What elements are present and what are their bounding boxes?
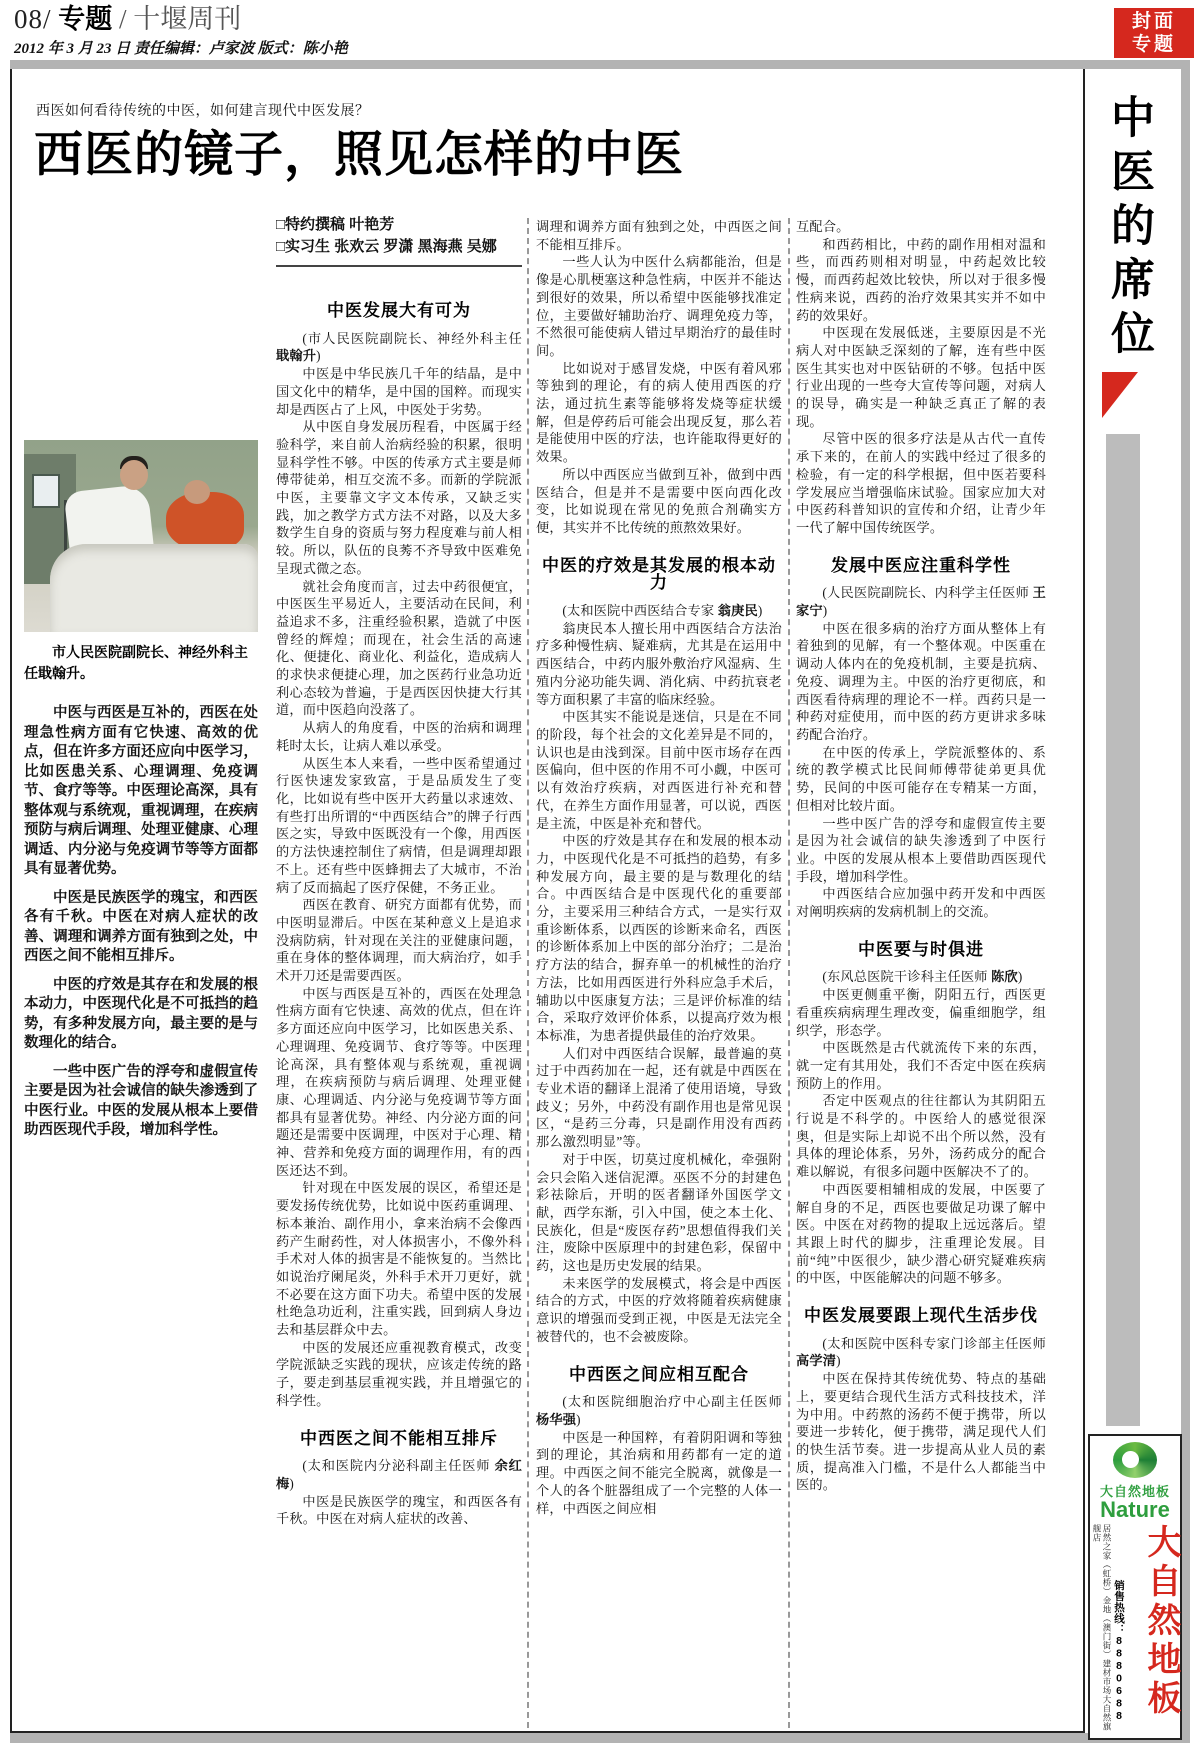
cover-topic-badge xyxy=(1114,8,1194,58)
author-name: 戢翰升 xyxy=(276,348,317,364)
author-name: 杨华强 xyxy=(536,1412,577,1427)
ad-brand-english: Nature xyxy=(1100,1497,1170,1522)
body-paragraph: 中医与西医是互补的，西医在处理急性病方面有它快速、高效的优点，但在许多方面还应向中医学习，比如医患关系、心理调理、免疫调节、食疗等等。中医理论高深，具有整体观与系统观，重视调理，在疾病预防与病后调理、处理亚健康、心理调适、内分泌与免疫调节等方面都具有显著优势。神经、内分泌方面的问题还是需要中医调理，中医对于心理、精神、营养和免疫方面的调理作用，有的西医还达不到。 xyxy=(276,985,522,1178)
top-gray-rule xyxy=(10,60,1190,69)
body-paragraph: 比如说对于感冒发烧，中医有着风邪等独到的理论，有的病人使用西医的疗法，通过抗生素等能够将发烧等症状缓解，但是停药后可能会出现反复，那么若是能使用中医的疗法，也许能取得更好的效果。 xyxy=(536,360,782,465)
page-header xyxy=(14,4,348,58)
body-paragraph: 从中医自身发展历程看，中医属于经验科学，来自前人治病经验的积累，很明显科学性不够。中医的传承方式主要是师傅带徒弟，相互交流不多。而新的学院派中医，主要靠文字文本传承，又缺乏实践，加之教学方式方法不对路，以及大多数学生自身的资质与努力程度难与前人相较。所以，队伍的良莠不齐导致中医难免呈现式微之态。 xyxy=(276,419,522,576)
body-paragraph: 就社会角度而言，过去中药很便宜，中医医生平易近人，主要活动在民间，利益追求不多，注重经验积累，造就了中医曾经的辉煌；而现在，社会生活的高速化、便捷化、商业化、利益化，造成病人的求快求便捷心理，加之医药行业急功近利心态较为普遍，于是西医因快捷大行其道，而中医趋向没落了。 xyxy=(276,578,522,718)
body-paragraph: 中医既然是古代就流传下来的东西，就一定有其用处，我们不否定中医在疾病预防上的作用。 xyxy=(796,1040,1046,1091)
section-heading: 中医要与时俱进 xyxy=(858,939,984,959)
section-heading: 中医发展大有可为 xyxy=(327,301,471,320)
photo xyxy=(24,440,258,632)
body-paragraph: 未来医学的发展模式，将会是中西医结合的方式，中医的疗效将随着疾病健康意识的增强而受到正视，中医是无法完全被替代的，也不会被废除。 xyxy=(536,1275,782,1344)
pull-quote-paragraph: 中医的疗效是其存在和发展的根本动力，中医现代化是不可抵挡的趋势，有多种发展方向，最主要的是与数理化的结合。 xyxy=(24,976,258,1051)
body-paragraph: 所以中西医应当做到互补，做到中西医结合，但是并不是需要中医向西化改变，比如说现在常见的免煎合剂确实方便，其实并不比传统的煎熬效果好。 xyxy=(536,466,782,535)
article-column-3 xyxy=(796,218,1046,1728)
pull-quote-column xyxy=(24,704,258,1150)
byline-writer: □特约撰稿 叶艳芳 xyxy=(276,216,395,233)
section-heading: 中医的疗效是其发展的根本动力 xyxy=(542,555,776,593)
body-paragraph: 中医现在发展低迷，主要原因是不光病人对中医缺乏深刻的了解，连有些中医医生其实也对中医钻研的不够。包括中医行业出现的一些夸大宣传等问题，对病人的误导，确实是一种缺乏真正了解的表现。 xyxy=(796,325,1046,429)
body-paragraph: 中医是中华民族几千年的结晶，是中国文化中的精华，是中国的国粹。而现实却是西医占了上风，中医处于劣势。 xyxy=(276,366,522,417)
body-paragraph: 和西药相比，中药的副作用相对温和些，而西药则相对明显，中药起效比较慢，而西药起效比较快，所以对于很多慢性病来说，西药的治疗效果其实并不如中药的效果好。 xyxy=(796,236,1046,323)
author-name: 余红梅 xyxy=(276,1458,522,1491)
body-paragraph: 对于中医，切莫过度机械化，牵强附会只会陷入迷信泥潭。巫医不分的封建色彩祛除后，开明的医者翻译外国医学文献，西学东渐，引入中国，使之本土化、民族化，但是“废医存药”思想值得我们关注，废除中医原理中的封建色彩，保留中药，这也是历史发展的结果。 xyxy=(536,1151,782,1274)
kicker: 西医如何看待传统的中医，如何建言现代中医发展？ xyxy=(36,102,370,118)
paper-name: 十堰周刊 xyxy=(133,4,242,34)
byline-box xyxy=(276,214,522,267)
body-paragraph: 中医其实不能说是迷信，只是在不同的阶段，每个社会的文化差异是不同的，认识也是由浅到深。目前中医市场存在西医偏向，但中医的作用不可小觑，中医可以有效治疗疾病，对西医进行补充和替代，在养生方面作用显著，可以说，西医是主流，中医是补充和替代。 xyxy=(536,709,782,831)
dateline: 2012 年 3 月 23 日 责任编辑：卢家波 版式：陈小艳 xyxy=(14,41,348,57)
author-name: 高学清 xyxy=(796,1353,837,1369)
red-flag-decoration xyxy=(1102,372,1138,418)
ad-sales-hotline: 销售热线：8880688 xyxy=(1113,1580,1125,1723)
body-paragraph: 中医更侧重平衡，阴阳五行，西医更看重疾病病理生理改变，偏重细胞学，组织学，形态学。 xyxy=(796,987,1046,1038)
pull-quote-paragraph: 中医与西医是互补的，西医在处理急性病方面有它快速、高效的优点，但在许多方面还应向中医学习，比如医患关系、心理调理、免疫调节、食疗等等。中医理论高深，具有整体观与系统观，重视调理，在疾病预防与病后调理、处理亚健康、心理调适、内分泌与免疫调节等等方面都具有显著优势。 xyxy=(24,705,258,877)
author-byline: (东风总医院干诊科主任医师 陈欣) xyxy=(822,969,1023,985)
body-paragraph: 翁庚民本人擅长用中西医结合方法治疗多种慢性病、疑难病，尤其是在运用中西医结合，中药内服外敷治疗风湿病、生殖内分泌功能失调、消化病、中药抗衰老等方面积累了丰富的临床经验。 xyxy=(536,620,782,707)
section-heading: 发展中医应注重科学性 xyxy=(831,555,1011,575)
doctor-head xyxy=(120,460,148,490)
pull-quote-paragraph: 一些中医广告的浮夸和虚假宣传主要是因为社会诚信的缺失渗透到了中医行业。中医的发展从根本上要借助西医现代手段，增加科学性。 xyxy=(24,1063,258,1138)
body-paragraph: 中医是民族医学的瑰宝，和西医各有千秋。中医在对病人症状的改善、 xyxy=(276,1493,522,1527)
body-paragraph: 一些人认为中医什么病都能治，但是像是心肌梗塞这种急性病，中医并不能达到很好的效果，所以希望中医能够找准定位，主要做好辅助治疗、调理免疫力等，不然很可能使病人错过早期治疗的最佳时间。 xyxy=(536,254,782,358)
author-name: 王家宁 xyxy=(796,585,1046,619)
section-heading: 中西医之间不能相互排斥 xyxy=(300,1428,498,1448)
section-heading: 中西医之间应相互配合 xyxy=(569,1364,749,1384)
badge-line2: 专题 xyxy=(1131,34,1176,55)
ad-vertical-brand-text: 大自然地板 xyxy=(1142,1524,1179,1719)
body-paragraph: 调理和调养方面有独到之处，中西医之间不能相互排斥。 xyxy=(536,219,782,252)
body-paragraph: 中西医结合应加强中药开发和中西医对阐明疾病的发病机制上的交流。 xyxy=(796,886,1046,920)
body-paragraph: 从病人的角度看，中医的治病和调理耗时太长，让病人难以承受。 xyxy=(276,720,522,753)
byline-interns: □实习生 张欢云 罗潇 黑海燕 吴娜 xyxy=(276,238,497,255)
author-byline: (市人民医院副院长、神经外科主任 戢翰升) xyxy=(276,330,522,364)
body-paragraph: 针对现在中医发展的误区，希望还是要发扬传统优势，比如说中医药重调理、标本兼治、副作用小，拿来治病不会像西药产生耐药性，对人体损害小，不像外科手术对人体的损害是不能恢复的。当然比如说治疗阑尾炎，外科手术开刀更好，就不必要在这方面下功夫。希望中医的发展杜绝急功近利，注重实践，回到病人身边去和基层群众中去。 xyxy=(276,1180,522,1338)
author-byline: (太和医院内分泌科副主任医师 余红梅) xyxy=(276,1458,522,1491)
author-byline: (太和医院中医科专家门诊部主任医师 高学清) xyxy=(796,1335,1046,1369)
ad-lower-area xyxy=(1092,1524,1178,1736)
body-paragraph: 中西医要相辅相成的发展，中医要了解自身的不足，西医也要做足功课了解中医。中医在对药物的提取上远远落后。望其跟上时代的脚步，注重理论发展。目前“纯”中医很少，缺少潜心研究疑难疾病的中医，中医能解决的问题不够多。 xyxy=(796,1181,1046,1286)
section-heading: 中医发展要跟上现代生活步伐 xyxy=(804,1306,1038,1326)
badge-line1: 封面 xyxy=(1131,11,1176,32)
body-paragraph: 从医生本人来看，一些中医希望通过行医快速发家致富，于是品质发生了变化，比如说有些中医开大药量以求速效、有些打出所谓的“中西医结合”的牌子行西医之实，导致中医既没有一个像，用西医的方法快速控制住了病情，但是调理却跟不上。还有些中医蜂拥去了大城市，不治病了反而搞起了医疗保健，不务正业。 xyxy=(276,755,522,895)
author-byline: (人民医院副院长、内科学主任医师 王家宁) xyxy=(796,585,1046,619)
author-byline: (太和医院细胞治疗中心副主任医师 杨华强) xyxy=(536,1394,782,1427)
nature-brand-logo-icon xyxy=(1113,1442,1157,1478)
main-headline: 西医的镜子，照见怎样的中医 xyxy=(34,127,685,182)
body-paragraph: 人们对中西医结合误解，最普遍的莫过于中西药加在一起，还有就是中西医在专业术语的翻译上混淆了使用语境，导致歧义；另外，中药没有副作用也是常见误区，“是药三分毒，只是副作用没有西药那么激烈明显”等。 xyxy=(536,1045,782,1150)
right-gray-rule xyxy=(1181,60,1190,1743)
photo-caption: 市人民医院副院长、神经外科主任戢翰升。 xyxy=(24,644,248,681)
page-number: 08/ xyxy=(14,4,52,34)
body-paragraph: 中医在保持其传统优势、特点的基础上，要更结合现代生活方式科技技术，洋为中用。中药熬的汤药不便于携带，所以要进一步转化，便于携带，满足现代人们的快生活节奏。进一步提高从业人员的素质，提高准入门槛，不是什么人都能当中医的。 xyxy=(796,1371,1046,1493)
article-column-1 xyxy=(276,282,522,1728)
hospital-bed-blanket xyxy=(50,544,258,632)
masthead-line xyxy=(14,4,348,34)
body-paragraph: 尽管中医的很多疗法是从古代一直传承下来的，在前人的实践中经过了很多的检验，有一定的科学根据，但中医若要科学发展应当增强临床试验。国家应加大对中医药科普知识的宣传和介绍，让青少年一代了解中国传统医学。 xyxy=(796,431,1046,535)
column-divider-dashed xyxy=(788,218,790,1728)
author-name: 翁庚民 xyxy=(717,603,758,619)
body-paragraph: 在中医的传承上，学院派整体的、系统的教学模式比民间师傅带徒弟更具优势，民间的中医可能存在专精某一方面，但相对比较片面。 xyxy=(796,744,1046,813)
separator: / xyxy=(119,4,127,34)
author-byline: (太和医院中西医结合专家 翁庚民) xyxy=(562,603,763,619)
body-paragraph: 西医在教育、研究方面都有优势，而中医明显滞后。中医在某种意义上是追求没病防病，针对现在关注的亚健康问题，重在身体的整体调理，而大病治疗，如手术开刀还是需要西医。 xyxy=(276,897,522,984)
author-name: 陈欣 xyxy=(991,969,1018,985)
body-paragraph: 中医在很多病的治疗方面从整体上有着独到的见解，有一个整体观。中医重在调动人体内在的免疫机制，主要是抗病、免疫、调理为主。中医的治疗更彻底，和西医看待病理的理论不一样。西药只是一种药对症使用，而中医的药方更讲求多味药配合治疗。 xyxy=(796,620,1046,742)
body-paragraph: 中医是一种国粹，有着阴阳调和等独到的理论，其治病和用药都有一定的道理。中西医之间不能完全脱离，就像是一个人的各个脏器组成了一个完整的人体一样，中西医之间应相 xyxy=(536,1429,782,1516)
body-paragraph: 否定中医观点的往往都认为其阴阳五行说是不科学的。中医给人的感觉很深奥，但是实际上却说不出个所以然，没有具体的理论体系，另外，汤药成分的配合难以解说，有很多问题中医解决不了的。 xyxy=(796,1093,1046,1180)
body-paragraph: 一些中医广告的浮夸和虚假宣传主要是因为社会诚信的缺失渗透到了中医行业。中医的发展从根本上要借助西医现代手段，增加科学性。 xyxy=(796,815,1046,884)
ad-brand-chinese: 大自然地板 xyxy=(1099,1484,1170,1499)
column-divider-dashed xyxy=(527,218,529,1728)
sidebar-vertical-title: 中医的席位 xyxy=(1104,94,1153,364)
sidebar-gray-strip xyxy=(1106,434,1140,1426)
article-column-2 xyxy=(536,218,782,1728)
section-name: 专题 xyxy=(58,4,113,34)
flooring-advertisement xyxy=(1088,1434,1182,1740)
patient-head xyxy=(184,480,210,504)
body-paragraph: 中医的疗效是其存在和发展的根本动力，中医现代化是不可抵挡的趋势，有多种发展方向，最主要的是与数理化的结合。中西医结合是中医现代化的重要部分，主要采用三种结合方式，一是实行双重诊断体系，以西医的诊断来命名，西医的诊断体系加上中医的部分治疗；二是治疗方法的结合，摒弃单一的机械性的治疗方法，比如用西医进行外科应急手术后，辅助以中医康复方法；三是评价标准的结合，采取疗效评价体系，以提高疗效为根本标准，为患者提供最佳的治疗效果。 xyxy=(536,833,782,1043)
ad-store-address: 居然之家（虹桥）金地（澳门街）建材市场大自然旗舰店 xyxy=(1092,1524,1112,1731)
body-paragraph: 互配合。 xyxy=(796,219,850,234)
bottom-gray-rule xyxy=(10,1733,1181,1743)
monitor-screen xyxy=(32,474,60,508)
body-paragraph: 中医的发展还应重视教育模式，改变学院派缺乏实践的现状，应该走传统的路子，要走到基层重视实践，并且增强它的科学性。 xyxy=(276,1339,522,1408)
pull-quote-paragraph: 中医是民族医学的瑰宝，和西医各有千秋。中医在对病人症状的改善、调理和调养方面有独到之处，中西医之间不能相互排斥。 xyxy=(24,889,258,964)
